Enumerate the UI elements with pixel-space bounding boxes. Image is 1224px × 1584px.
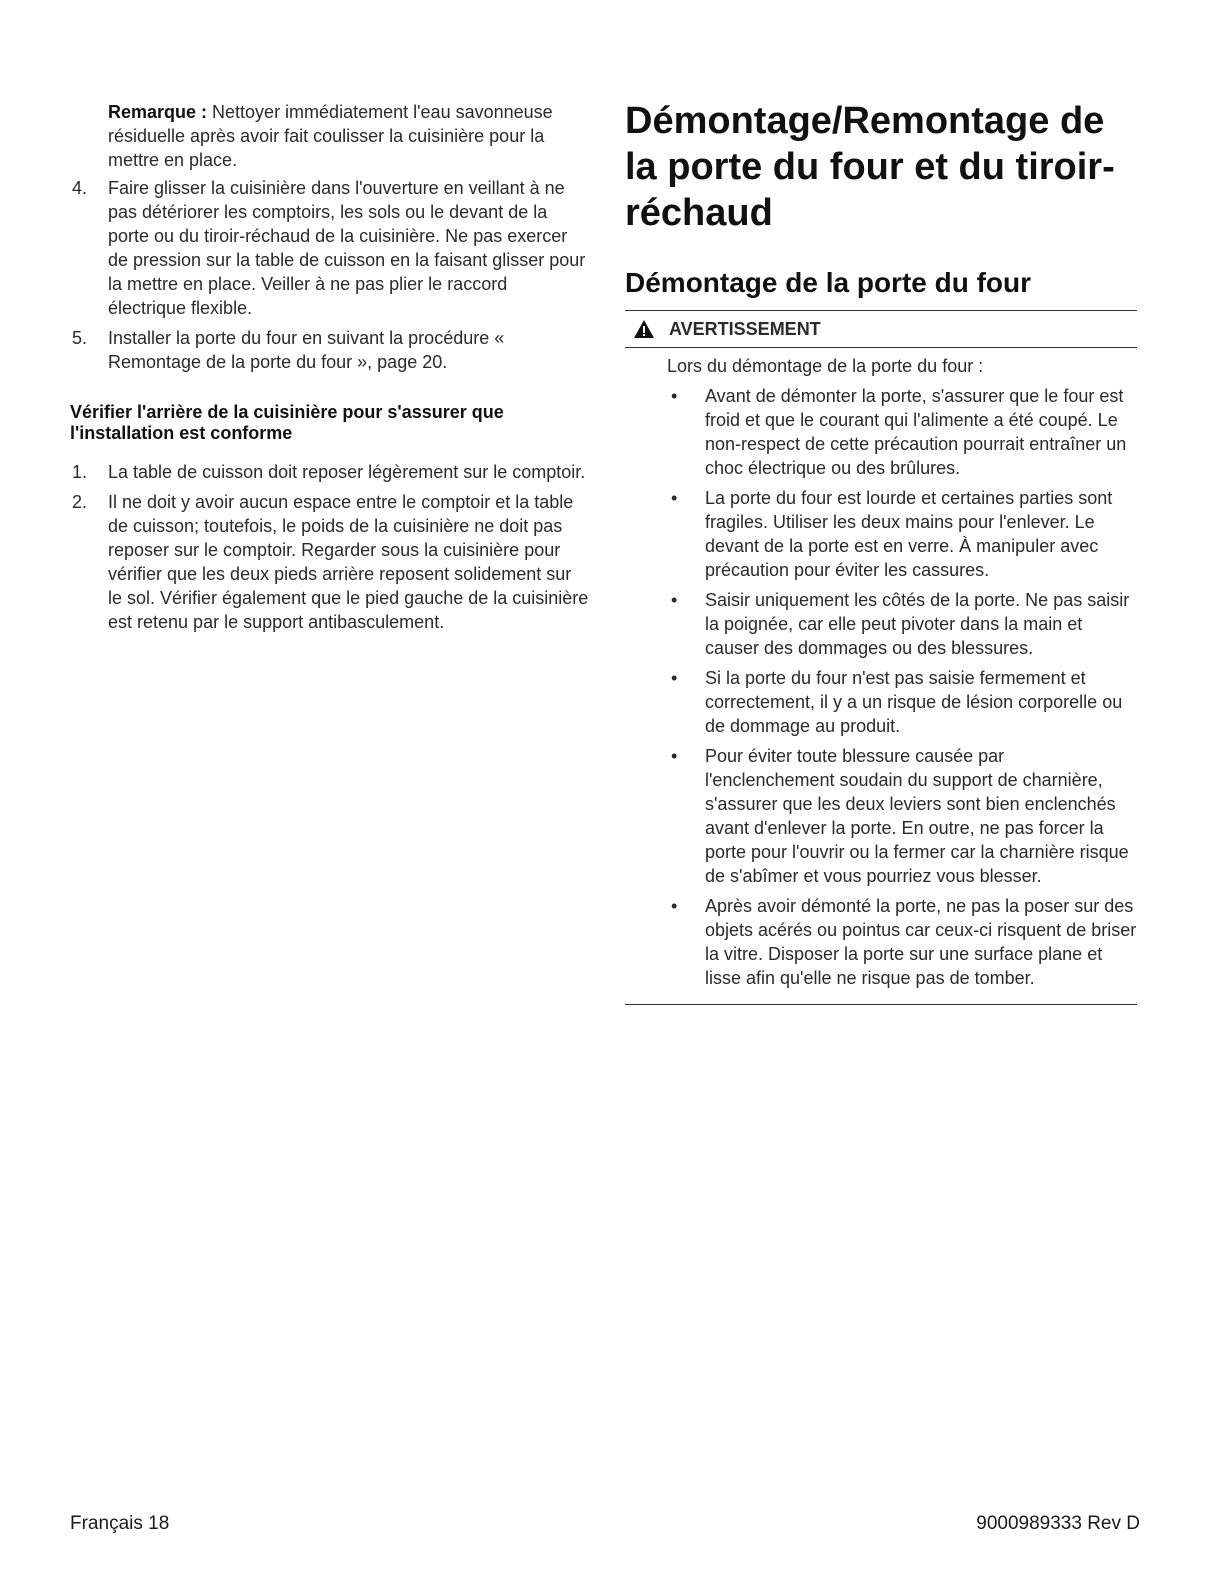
bullet-item xyxy=(667,744,1137,888)
bullet-item xyxy=(667,666,1137,738)
bullet-item xyxy=(667,894,1137,990)
warning-label: AVERTISSEMENT xyxy=(669,319,821,339)
step-text: La table de cuisson doit reposer légèrement sur le comptoir. xyxy=(108,462,586,482)
step-number: 5. xyxy=(72,328,88,348)
bullet-dot: • xyxy=(671,668,678,688)
bullet-dot: • xyxy=(671,896,678,916)
bullet-text: Pour éviter toute blessure causée par l'enclenchement soudain du support de charnière, s'assurer que les deux leviers sont bien enclenchés avant d'enlever la porte. En outre, ne pas forcer la porte pour l'ouvrir ou la fermer car la charnière risque de s'abîmer et vous pourriez vous blesser. xyxy=(705,746,1129,886)
bullet-item xyxy=(667,384,1137,480)
check-subheading: Vérifier l'arrière de la cuisinière pour s'assurer que l'installation est conforme xyxy=(70,402,504,443)
install-steps xyxy=(70,176,590,374)
bullet-item xyxy=(667,588,1137,660)
bullet-item xyxy=(667,486,1137,582)
step-item xyxy=(70,176,590,320)
warning-header xyxy=(625,311,1137,348)
bullet-dot: • xyxy=(671,746,678,766)
step-number: 4. xyxy=(72,178,88,198)
footer-page-number: Français 18 xyxy=(70,1513,170,1534)
step-text: Installer la porte du four en suivant la procédure « Remontage de la porte du four », page 20. xyxy=(108,328,505,372)
step-number: 1. xyxy=(72,462,88,482)
step-text: Il ne doit y avoir aucun espace entre le comptoir et la table de cuisson; toutefois, le poids de la cuisinière ne doit pas reposer sur le comptoir. Regarder sous la cuisinière pour vérifier que les deux pieds arrière reposent solidement sur le sol. Vérifier également que le pied gauche de la cuisinière est retenu par le support antibasculement. xyxy=(108,492,589,632)
left-column xyxy=(70,100,590,640)
footer-document-id: 9000989333 Rev D xyxy=(976,1513,1140,1534)
step-text: Faire glisser la cuisinière dans l'ouverture en veillant à ne pas détériorer les comptoirs, les sols ou le devant de la porte ou du tiroir-réchaud de la cuisinière. Ne pas exercer de pression sur la table de cuisson en la faisant glisser pour la mettre en place. Veiller à ne pas plier le raccord électrique flexible. xyxy=(108,178,586,318)
bullet-text: La porte du four est lourde et certaines parties sont fragiles. Utiliser les deux mains pour l'enlever. Le devant de la porte est en verre. À manipuler avec précaution pour éviter les cassures. xyxy=(705,488,1113,580)
note-text: Nettoyer immédiatement l'eau savonneuse résiduelle après avoir fait coulisser la cuisinière pour la mettre en place. xyxy=(108,102,553,170)
bullet-text: Avant de démonter la porte, s'assurer que le four est froid et que le courant qui l'alimente a été coupé. Le non-respect de cette précaution pourrait entraîner un choc électrique ou des brûlures. xyxy=(705,386,1127,478)
warning-intro: Lors du démontage de la porte du four : xyxy=(667,356,984,376)
bullet-text: Saisir uniquement les côtés de la porte. Ne pas saisir la poignée, car elle peut pivoter dans la main et causer des dommages ou des blessures. xyxy=(705,590,1130,658)
section-heading: Démontage de la porte du four xyxy=(625,267,1032,298)
warning-body xyxy=(625,348,1137,1004)
bullet-dot: • xyxy=(671,386,678,406)
warning-box xyxy=(625,310,1137,1005)
bullet-text: Après avoir démonté la porte, ne pas la poser sur des objets acérés ou pointus car ceux-ci risquent de briser la vitre. Disposer la porte sur une surface plane et lisse afin qu'elle ne risque pas de tomber. xyxy=(705,896,1137,988)
step-item xyxy=(70,490,590,634)
note-label: Remarque : xyxy=(108,102,208,122)
page-title: Démontage/Remontage de la porte du four et du tiroir-réchaud xyxy=(625,100,1115,234)
bullet-dot: • xyxy=(671,590,678,610)
note-paragraph xyxy=(108,100,590,172)
step-item xyxy=(70,460,590,484)
step-number: 2. xyxy=(72,492,88,512)
bullet-dot: • xyxy=(671,488,678,508)
check-steps xyxy=(70,460,590,634)
bullet-text: Si la porte du four n'est pas saisie fermement et correctement, il y a un risque de lésion corporelle ou de dommage au produit. xyxy=(705,668,1123,736)
warning-bullets xyxy=(667,384,1137,990)
step-item xyxy=(70,326,590,374)
right-column xyxy=(625,98,1137,1005)
warning-triangle-icon xyxy=(633,319,655,339)
